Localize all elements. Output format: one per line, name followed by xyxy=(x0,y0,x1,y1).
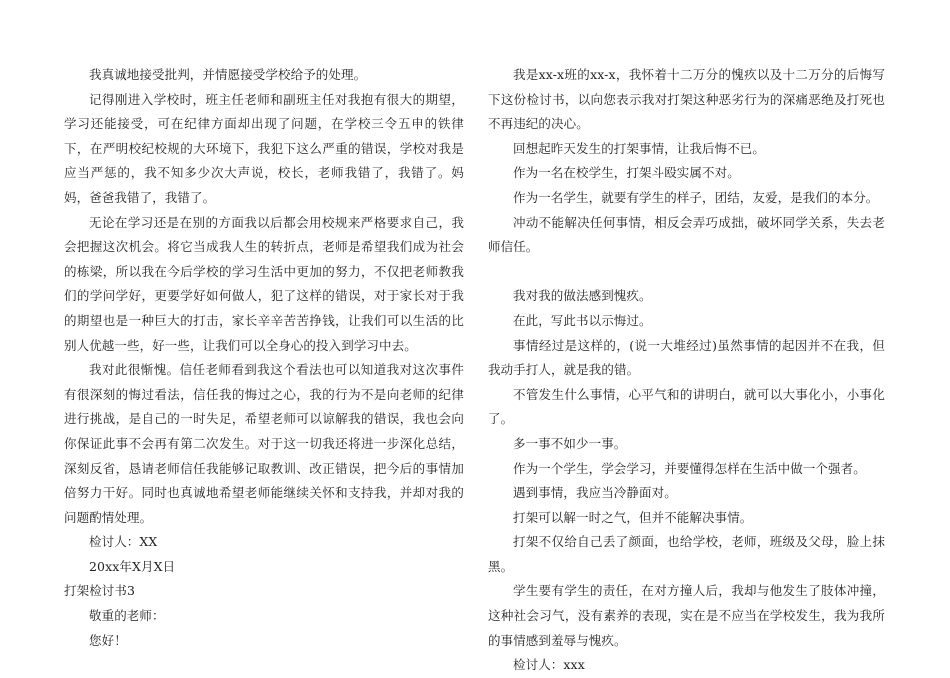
left-text-column xyxy=(64,63,464,653)
paragraph: 打架可以解一时之气，但并不能解决事情。 xyxy=(513,509,753,525)
paragraph: 作为一名学生，就要有学生的样子，团结，友爱，是我们的本分。 xyxy=(513,189,879,205)
paragraph: 您好！ xyxy=(89,632,127,648)
paragraph: 20xx年X月X日 xyxy=(89,558,176,574)
paragraph: 作为一名在校学生，打架斗殴实属不对。 xyxy=(513,165,740,181)
paragraph: 检讨人：xxx xyxy=(513,657,585,673)
paragraph: 记得刚进入学校时，班主任老师和副班主任对我抱有很大的期望，学习还能接受，可在纪律方面却出现了问题，在学校三令五申的铁律下，在严明校纪校规的大环境下，我犯下这么严重的错误，学校对我是应当严惩的，我不知多少次大声说，校长，老师我错了，我错了。妈妈，爸爸我错了，我错了。 xyxy=(64,91,464,205)
paragraph: 我真诚地接受批判，并情愿接受学校给予的处理。 xyxy=(89,67,367,82)
paragraph: 作为一个学生，学会学习，并要懂得怎样在生活中做一个强者。 xyxy=(513,460,866,476)
paragraph: 打架检讨书3 xyxy=(64,583,136,599)
paragraph: 我对此很惭愧。信任老师看到我这个看法也可以知道我对这次事件有很深刻的悔过看法，信任我的悔过之心，我的行为不是向老师的纪律进行挑战，是自己的一时失足，希望老师可以谅解我的错误，我也会向你保证此事不会再有第二次发生。对于这一切我还将进一步深化总结，深刻反省，恳请老师信任我能够记取教训、改正错误，把今后的事情加倍努力干好。同时也真诚地希望老师能继续关怀和支持我，并却对我的问题酌情处理。 xyxy=(64,362,464,525)
paragraph: 学生要有学生的责任，在对方撞人后，我却与他发生了肢体冲撞，这种社会习气，没有素养的表现，实在是不应当在学校发生，我为我所的事情感到羞辱与愧疚。 xyxy=(488,583,885,648)
paragraph: 回想起昨天发生的打架事情，让我后悔不已。 xyxy=(513,140,766,156)
right-text-column xyxy=(488,63,885,678)
paragraph: 多一事不如少一事。 xyxy=(513,435,627,451)
paragraph: 检讨人：XX xyxy=(89,534,158,550)
paragraph: 冲动不能解决任何事情，相反会弄巧成拙，破坏同学关系，失去老师信任。 xyxy=(488,214,885,255)
paragraph: 敬重的老师： xyxy=(89,608,165,624)
paragraph: 无论在学习还是在别的方面我以后都会用校规来严格要求自己，我会把握这次机会。将它当成我人生的转折点，老师是希望我们成为社会的栋梁，所以我在今后学校的学习生活中更加的努力，不仅把老师教我们的学问学好，更要学好如何做人，犯了这样的错误，对于家长对于我的期望也是一种巨大的打击，家长辛辛苦苦挣钱，让我们可以生活的比别人优越一些，好一些，让我们可以全身心的投入到学习中去。 xyxy=(64,214,464,353)
paragraph: 遇到事情，我应当冷静面对。 xyxy=(513,485,677,501)
paragraph: 不管发生什么事情，心平气和的讲明白，就可以大事化小，小事化了。 xyxy=(488,386,885,427)
paragraph: 打架不仅给自己丢了颜面，也给学校，老师，班级及父母，脸上抹黑。 xyxy=(488,534,885,574)
paragraph: 我对我的做法感到愧疚。 xyxy=(513,288,652,304)
paragraph: 事情经过是这样的，(说一大堆经过)虽然事情的起因并不在我，但我动手打人，就是我的错。 xyxy=(488,337,885,378)
blank-line xyxy=(488,260,885,285)
paragraph: 我是xx-x班的xx-x，我怀着十二万分的愧疚以及十二万分的后悔写下这份检讨书，以向您表示我对打架这种恶劣行为的深痛恶绝及打死也不再违纪的决心。 xyxy=(488,67,885,132)
paragraph: 在此，写此书以示悔过。 xyxy=(513,312,652,328)
